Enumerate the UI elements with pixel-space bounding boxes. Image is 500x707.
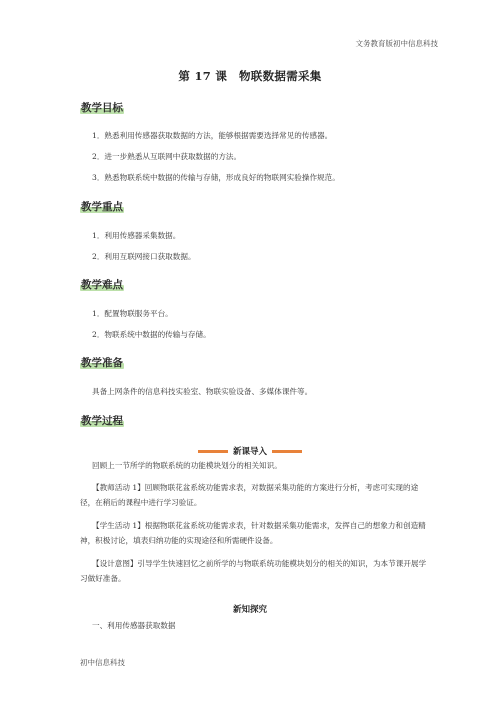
key-point-item: 1．利用传感器采集数据。 — [92, 231, 181, 240]
section-heading-key-points: 教学重点 — [81, 201, 123, 213]
intro-paragraph: 【学生活动 1】根据物联花盆系统功能需求表，针对数据采集功能需求，发挥自己的想象力和创造精神，积极讨论，填表归纳功能的实现途径和所需硬件设备。 — [80, 521, 426, 545]
section-heading-process: 教学过程 — [81, 415, 123, 427]
intro-paragraph: 【设计意图】引导学生快速回忆之前所学的与物联系统功能模块划分的相关的知识，为本节课开展学习做好准备。 — [80, 559, 427, 583]
goal-item: 2．进一步熟悉从互联网中获取数据的方法。 — [92, 152, 242, 161]
lesson-title: 第 17 课 物联数据需采集 — [178, 69, 322, 83]
accent-bar-right — [272, 450, 302, 453]
preparation-text: 具备上网条件的信息科技实验室、物联实验设备、多媒体课件等。 — [92, 387, 313, 396]
difficulty-item: 1．配置物联服务平台。 — [92, 309, 173, 318]
page-header: 文务教育版初中信息科技 — [355, 39, 438, 48]
difficulty-item: 2．物联系统中数据的传输与存储。 — [92, 330, 211, 339]
subheading-intro: 新课导入 — [0, 446, 500, 458]
intro-paragraph: 回顾上一节所学的物联系统的功能模块划分的相关知识。 — [92, 461, 282, 470]
section-heading-goals: 教学目标 — [81, 102, 123, 114]
page-footer: 初中信息科技 — [80, 658, 125, 667]
section-heading-preparation: 教学准备 — [81, 357, 123, 369]
key-point-item: 2．利用互联网接口获取数据。 — [92, 252, 196, 261]
goal-item: 1．熟悉利用传感器获取数据的方法，能够根据需要选择常见的传感器。 — [92, 131, 333, 140]
section-heading-difficulties: 教学难点 — [81, 279, 123, 291]
intro-paragraph: 【教师活动 1】回顾物联花盆系统功能需求表，对数据采集功能的方案进行分析，考虑可实现的途径，在稍后的课程中进行学习验证。 — [80, 483, 419, 507]
goal-item: 3．熟悉物联系统中数据的传输与存储，形成良好的物联网实验操作规范。 — [92, 173, 340, 182]
explore-item: 一、利用传感器获取数据 — [92, 621, 176, 630]
subheading-explore: 新知探究 — [232, 605, 267, 615]
